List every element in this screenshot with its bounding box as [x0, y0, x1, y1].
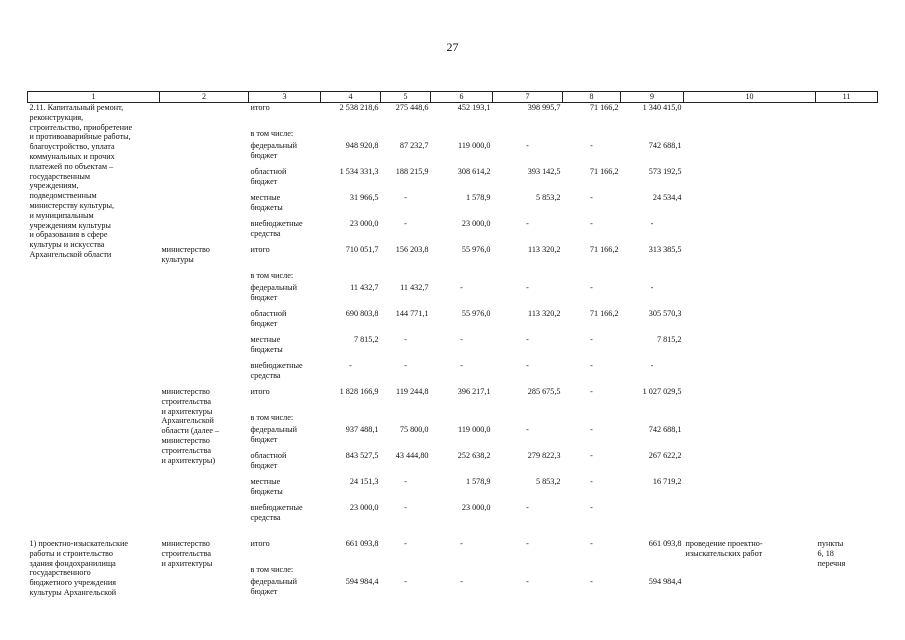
amount-cell [621, 271, 684, 283]
page-number: 27 [446, 40, 459, 54]
amount-cell: 1 340 415,0 [642, 103, 682, 112]
amount-cell [431, 129, 493, 141]
amount-cell [621, 413, 684, 425]
column-header-1: 1 [28, 92, 160, 103]
amount-cell: - [590, 503, 593, 512]
amount-cell: 71 166,2 [589, 245, 619, 254]
amount-cell: 252 638,2 [457, 451, 491, 460]
responsible-executor-cell: министерство строительства и архитектуры [161, 539, 213, 568]
amount-cell: 1 578,9 [465, 193, 491, 202]
amount-cell [321, 565, 381, 577]
amount-cell: 267 622,2 [648, 451, 682, 460]
column-header-5: 5 [381, 92, 431, 103]
amount-cell: 843 527,5 [345, 451, 379, 460]
amount-cell: 119 244,8 [396, 387, 429, 396]
program-item-cell: 1) проектно-изыскательские работы и строительство здания фондохранилища государственного бюджетного учреждения культуры Архангельской [29, 539, 129, 597]
amount-cell: - [590, 335, 593, 344]
amount-cell: - [590, 539, 593, 548]
amount-cell [381, 565, 431, 577]
column-header-3: 3 [249, 92, 321, 103]
column-header-4: 4 [321, 92, 381, 103]
amount-cell [563, 271, 621, 283]
indicator-reference-cell: пункты 6, 18 перечня [817, 539, 846, 568]
amount-cell: - [590, 387, 593, 396]
expected-result-cell: проведение проектно- изыскательских работ [685, 539, 763, 558]
amount-cell: - [404, 503, 407, 512]
funding-source-cell: местные бюджеты [250, 477, 283, 496]
amount-cell [493, 413, 563, 425]
amount-cell: - [404, 335, 407, 344]
amount-cell [493, 565, 563, 577]
amount-cell: - [349, 361, 352, 370]
funding-source-cell: итого [250, 387, 270, 396]
amount-cell: 24 534,4 [652, 193, 682, 202]
amount-cell: 71 166,2 [589, 309, 619, 318]
amount-cell: 573 192,5 [648, 167, 682, 176]
amount-cell [563, 565, 621, 577]
amount-cell [563, 129, 621, 141]
amount-cell: 156 203,8 [395, 245, 429, 254]
indicator-reference-cell [816, 103, 878, 530]
amount-cell [381, 271, 431, 283]
amount-cell: 87 232,7 [399, 141, 429, 150]
amount-cell: - [404, 219, 407, 228]
responsible-executor-cell: министерство культуры [161, 245, 210, 264]
amount-cell: - [460, 577, 463, 586]
funding-source-cell: федеральный бюджет [250, 577, 298, 596]
amount-cell: 594 984,4 [648, 577, 682, 586]
amount-cell: 11 432,7 [400, 283, 429, 292]
amount-cell: - [460, 283, 463, 292]
amount-cell: - [526, 425, 529, 434]
amount-cell: - [526, 335, 529, 344]
amount-cell: 55 976,0 [461, 309, 491, 318]
budget-table [27, 91, 878, 603]
amount-cell: 305 570,3 [648, 309, 682, 318]
funding-source-cell: внебюджетные средства [250, 503, 303, 522]
responsible-executor-cell: министерство строительства и архитектуры Архангельской области (далее – министерство строительства и архитектуры) [161, 387, 220, 465]
amount-cell: 5 853,2 [535, 477, 561, 486]
amount-cell: 31 966,5 [349, 193, 379, 202]
amount-cell: - [404, 477, 407, 486]
amount-cell: - [526, 141, 529, 150]
funding-source-cell: итого [250, 539, 270, 548]
amount-cell: 710 051,7 [345, 245, 379, 254]
amount-cell: 661 093,8 [345, 539, 379, 548]
funding-source-cell: областной бюджет [250, 309, 287, 328]
amount-cell: 24 151,3 [349, 477, 379, 486]
amount-cell: - [650, 219, 654, 228]
amount-cell: 113 320,2 [528, 309, 561, 318]
column-header-11: 11 [816, 92, 878, 103]
amount-cell [321, 129, 381, 141]
amount-cell: 398 995,7 [527, 103, 561, 112]
funding-source-cell: в том числе: [250, 129, 294, 138]
amount-cell: 948 920,8 [345, 141, 379, 150]
amount-cell: - [526, 503, 529, 512]
amount-cell: 279 822,3 [527, 451, 561, 460]
amount-cell: 1 027 029,5 [642, 387, 682, 396]
gap-cell [28, 529, 878, 539]
amount-cell: 396 217,1 [457, 387, 491, 396]
funding-source-cell: местные бюджеты [250, 193, 283, 212]
amount-cell: - [460, 335, 463, 344]
amount-cell [431, 271, 493, 283]
funding-source-cell: в том числе: [250, 565, 294, 574]
amount-cell: 188 215,9 [395, 167, 429, 176]
amount-cell: 1 578,9 [465, 477, 491, 486]
amount-cell: - [460, 361, 463, 370]
amount-cell: 75 800,0 [399, 425, 429, 434]
amount-cell: 742 688,1 [648, 141, 682, 150]
amount-cell: 7 815,2 [656, 335, 682, 344]
funding-source-cell: в том числе: [250, 271, 294, 280]
amount-cell [563, 413, 621, 425]
amount-cell [431, 413, 493, 425]
amount-cell: 119 000,0 [458, 425, 491, 434]
table-row [28, 539, 878, 565]
amount-cell: - [590, 141, 593, 150]
amount-cell: 393 142,5 [527, 167, 561, 176]
amount-cell: 308 614,2 [457, 167, 491, 176]
amount-cell: 1 828 166,9 [339, 387, 379, 396]
amount-cell: 23 000,0 [349, 503, 379, 512]
amount-cell: 16 719,2 [652, 477, 682, 486]
amount-cell: 5 853,2 [535, 193, 561, 202]
amount-cell: - [650, 283, 654, 292]
amount-cell: 71 166,2 [589, 103, 619, 112]
amount-cell: 23 000,0 [349, 219, 379, 228]
expected-result-cell [684, 103, 816, 530]
amount-cell: 661 093,8 [648, 539, 682, 548]
amount-cell: 7 815,2 [353, 335, 379, 344]
amount-cell: 452 193,1 [457, 103, 491, 112]
amount-cell [431, 565, 493, 577]
amount-cell: 11 432,7 [350, 283, 379, 292]
table-row [28, 103, 878, 130]
amount-cell [321, 413, 381, 425]
funding-source-cell: федеральный бюджет [250, 283, 298, 302]
amount-cell [621, 129, 684, 141]
amount-cell: - [404, 193, 407, 202]
funding-source-cell: областной бюджет [250, 451, 287, 470]
amount-cell: 23 000,0 [461, 503, 491, 512]
amount-cell [621, 503, 684, 529]
amount-cell: - [590, 425, 593, 434]
table-body [28, 103, 878, 604]
amount-cell: - [526, 283, 529, 292]
amount-cell: 313 385,5 [648, 245, 682, 254]
amount-cell: 275 448,6 [395, 103, 429, 112]
amount-cell: 594 984,4 [345, 577, 379, 586]
amount-cell: 113 320,2 [528, 245, 561, 254]
amount-cell: - [590, 577, 593, 586]
amount-cell: - [526, 219, 529, 228]
amount-cell: - [590, 193, 593, 202]
amount-cell [493, 129, 563, 141]
amount-cell: 71 166,2 [589, 167, 619, 176]
amount-cell: - [590, 361, 593, 370]
amount-cell: - [460, 539, 463, 548]
header-row [28, 92, 878, 103]
amount-cell: 43 444,80 [395, 451, 429, 460]
amount-cell: - [404, 539, 407, 548]
amount-cell: 55 976,0 [461, 245, 491, 254]
funding-source-cell: итого [250, 245, 270, 254]
amount-cell [381, 129, 431, 141]
amount-cell: - [590, 219, 593, 228]
amount-cell [321, 271, 381, 283]
amount-cell: 690 803,8 [345, 309, 379, 318]
amount-cell: - [526, 539, 529, 548]
amount-cell: 119 000,0 [458, 141, 491, 150]
amount-cell: - [404, 361, 407, 370]
amount-cell: 285 675,5 [527, 387, 561, 396]
section-gap [28, 529, 878, 539]
amount-cell [381, 413, 431, 425]
funding-source-cell: итого [250, 103, 270, 112]
column-header-6: 6 [431, 92, 493, 103]
amount-cell: - [590, 283, 593, 292]
amount-cell [621, 565, 684, 577]
column-header-10: 10 [684, 92, 816, 103]
responsible-executor-cell [160, 103, 249, 246]
amount-cell: - [526, 577, 529, 586]
funding-source-cell: местные бюджеты [250, 335, 283, 354]
funding-source-cell: в том числе: [250, 413, 294, 422]
funding-source-cell: федеральный бюджет [250, 425, 298, 444]
amount-cell: - [590, 477, 593, 486]
amount-cell: 23 000,0 [461, 219, 491, 228]
funding-source-cell: внебюджетные средства [250, 219, 303, 238]
amount-cell: 144 771,1 [395, 309, 429, 318]
column-header-8: 8 [563, 92, 621, 103]
funding-source-cell: областной бюджет [250, 167, 287, 186]
amount-cell: 1 534 331,3 [339, 167, 379, 176]
amount-cell: 2 538 218,6 [339, 103, 379, 112]
amount-cell: - [650, 361, 654, 370]
amount-cell: - [526, 361, 529, 370]
program-item-cell: 2.11. Капитальный ремонт, реконструкция, строительство, приобретение и противоаварийные работы, благоустройство, уплата коммунальных и прочих платежей по объектам – государственным учреждениям, подведомственным министерству культуры, и муниципальным учреждениям культуры и образования в сфере культуры и искусства Архангельской области [29, 103, 133, 259]
amount-cell: - [404, 577, 407, 586]
funding-source-cell: федеральный бюджет [250, 141, 298, 160]
amount-cell [493, 271, 563, 283]
column-header-9: 9 [621, 92, 684, 103]
column-header-2: 2 [160, 92, 249, 103]
amount-cell: 742 688,1 [648, 425, 682, 434]
amount-cell: 937 488,1 [345, 425, 379, 434]
funding-source-cell: внебюджетные средства [250, 361, 303, 380]
amount-cell: - [590, 451, 593, 460]
column-header-7: 7 [493, 92, 563, 103]
